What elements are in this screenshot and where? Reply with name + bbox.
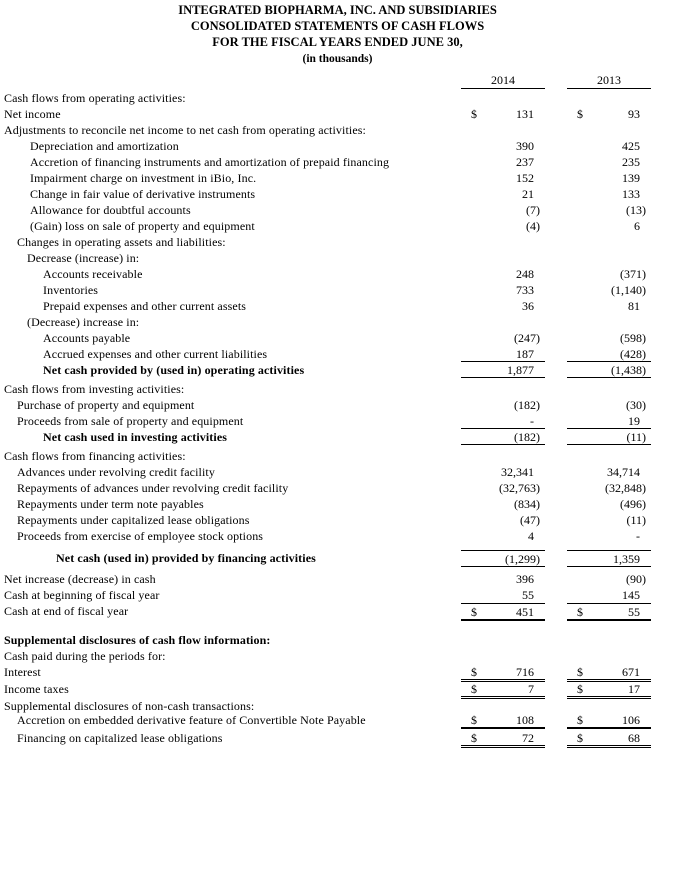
row-label: Accounts payable xyxy=(43,331,131,345)
value-2014 xyxy=(461,298,545,313)
column-header-2014: 2014 xyxy=(461,73,545,89)
value-2014 xyxy=(461,587,545,602)
value-2014 xyxy=(461,712,545,729)
amount: 55 xyxy=(628,605,640,619)
table-row xyxy=(0,448,675,464)
value-2013 xyxy=(567,362,651,378)
amount: 106 xyxy=(622,713,640,727)
amount: (7) xyxy=(526,203,540,217)
amount: 152 xyxy=(516,171,534,185)
row-label: Net cash (used in) provided by financing activities xyxy=(56,551,316,565)
amount: (47) xyxy=(520,513,540,527)
row-label: Financing on capitalized lease obligations xyxy=(17,731,223,745)
amount: 390 xyxy=(516,139,534,153)
amount: 248 xyxy=(516,267,534,281)
table-row xyxy=(0,282,675,298)
row-label: Supplemental disclosures of cash flow information: xyxy=(4,633,271,647)
value-2014 xyxy=(461,397,545,412)
value-2013 xyxy=(567,664,651,682)
value-2014 xyxy=(461,218,545,233)
value-2014 xyxy=(461,681,545,699)
amount: 36 xyxy=(522,299,534,313)
table-row xyxy=(0,730,675,746)
value-2013 xyxy=(567,138,651,153)
value-2013 xyxy=(567,512,651,527)
dollar-sign: $ xyxy=(471,682,477,696)
row-label: Income taxes xyxy=(4,682,69,696)
value-2014 xyxy=(461,464,545,479)
amount: 17 xyxy=(628,682,640,696)
amount: 131 xyxy=(516,107,534,121)
row-label: Repayments of advances under revolving credit facility xyxy=(17,481,289,495)
row-label: Inventories xyxy=(43,283,99,297)
table-row xyxy=(0,587,675,603)
amount: 93 xyxy=(628,107,640,121)
amount: (182) xyxy=(514,398,540,412)
table-row xyxy=(0,298,675,314)
amount: - xyxy=(636,529,640,543)
row-label: Repayments under term note payables xyxy=(17,497,204,511)
amount: 1,877 xyxy=(507,363,534,377)
table-row xyxy=(0,464,675,480)
units-note: (in thousands) xyxy=(302,53,373,65)
value-2013 xyxy=(567,170,651,185)
row-label: Proceeds from sale of property and equipment xyxy=(17,414,244,428)
value-2014 xyxy=(461,571,545,586)
amount: (598) xyxy=(620,331,646,345)
amount: 733 xyxy=(516,283,534,297)
amount: 187 xyxy=(516,347,534,361)
amount: 671 xyxy=(622,665,640,679)
amount: 716 xyxy=(516,665,534,679)
value-2013 xyxy=(567,571,651,586)
table-row xyxy=(0,346,675,362)
table-row xyxy=(0,712,675,728)
value-2013 xyxy=(567,712,651,729)
row-label: Cash at end of fiscal year xyxy=(4,604,129,618)
value-2014 xyxy=(461,429,545,445)
table-row xyxy=(0,664,675,680)
value-2014 xyxy=(461,362,545,378)
value-2014 xyxy=(461,186,545,201)
row-label: Net increase (decrease) in cash xyxy=(4,572,156,586)
table-row xyxy=(0,250,675,266)
table-row xyxy=(0,603,675,619)
value-2014 xyxy=(461,154,545,169)
value-2014 xyxy=(461,603,545,621)
dollar-sign: $ xyxy=(577,731,583,745)
amount: (834) xyxy=(514,497,540,511)
row-label: Advances under revolving credit facility xyxy=(17,465,215,479)
row-label: Cash flows from operating activities: xyxy=(4,91,186,105)
table-row xyxy=(0,512,675,528)
row-label: Interest xyxy=(4,665,41,679)
table-row xyxy=(0,186,675,202)
dollar-sign: $ xyxy=(577,665,583,679)
value-2013 xyxy=(567,464,651,479)
statement-title: CONSOLIDATED STATEMENTS OF CASH FLOWS xyxy=(190,19,485,33)
table-row xyxy=(0,170,675,186)
amount: 55 xyxy=(522,588,534,602)
row-label: Accretion on embedded derivative feature of Convertible Note Payable xyxy=(17,713,366,727)
amount: 425 xyxy=(622,139,640,153)
amount: 81 xyxy=(628,299,640,313)
amount: 72 xyxy=(522,731,534,745)
amount: 34,714 xyxy=(607,465,640,479)
value-2013 xyxy=(567,603,651,621)
row-label: Cash paid during the periods for: xyxy=(4,649,166,663)
amount: (247) xyxy=(514,331,540,345)
table-row xyxy=(0,234,675,250)
table-row xyxy=(0,106,675,122)
table-row xyxy=(0,681,675,697)
dollar-sign: $ xyxy=(471,731,477,745)
dollar-sign: $ xyxy=(471,665,477,679)
dollar-sign: $ xyxy=(471,605,477,619)
row-label: Cash at beginning of fiscal year xyxy=(4,588,160,602)
row-label: Repayments under capitalized lease obligations xyxy=(17,513,250,527)
amount: 237 xyxy=(516,155,534,169)
amount: 6 xyxy=(634,219,640,233)
table-row xyxy=(0,362,675,378)
table-row xyxy=(0,571,675,587)
table-row xyxy=(0,480,675,496)
amount: (1,299) xyxy=(505,552,540,566)
table-row xyxy=(0,429,675,445)
dollar-sign: $ xyxy=(471,713,477,727)
amount: (1,438) xyxy=(611,363,646,377)
amount: (32,848) xyxy=(605,481,646,495)
amount: 1,359 xyxy=(613,552,640,566)
value-2014 xyxy=(461,496,545,511)
value-2013 xyxy=(567,550,651,567)
period-title: FOR THE FISCAL YEARS ENDED JUNE 30, xyxy=(212,35,463,49)
row-label: Prepaid expenses and other current assets xyxy=(43,299,247,313)
dollar-sign: $ xyxy=(577,713,583,727)
amount: 396 xyxy=(516,572,534,586)
value-2013 xyxy=(567,218,651,233)
value-2014 xyxy=(461,413,545,429)
row-label: Cash flows from investing activities: xyxy=(4,382,185,396)
value-2014 xyxy=(461,106,545,121)
value-2013 xyxy=(567,413,651,429)
value-2013 xyxy=(567,106,651,121)
table-row xyxy=(0,550,675,566)
amount: 139 xyxy=(622,171,640,185)
table-row xyxy=(0,632,675,648)
amount: 21 xyxy=(522,187,534,201)
row-label: Net cash provided by (used in) operating activities xyxy=(43,363,305,377)
row-label: Decrease (increase) in: xyxy=(27,251,140,265)
value-2014 xyxy=(461,346,545,362)
value-2014 xyxy=(461,170,545,185)
amount: (90) xyxy=(626,572,646,586)
value-2014 xyxy=(461,266,545,281)
dollar-sign: $ xyxy=(577,682,583,696)
row-label: Purchase of property and equipment xyxy=(17,398,195,412)
amount: - xyxy=(530,414,534,428)
amount: 7 xyxy=(528,682,534,696)
amount: 68 xyxy=(628,731,640,745)
amount: (371) xyxy=(620,267,646,281)
row-label: Accounts receivable xyxy=(43,267,143,281)
amount: (182) xyxy=(514,430,540,444)
value-2014 xyxy=(461,730,545,748)
row-label: Cash flows from financing activities: xyxy=(4,449,186,463)
value-2014 xyxy=(461,138,545,153)
row-label: Changes in operating assets and liabilities: xyxy=(17,235,226,249)
amount: (30) xyxy=(626,398,646,412)
value-2014 xyxy=(461,202,545,217)
dollar-sign: $ xyxy=(577,107,583,121)
amount: 32,341 xyxy=(501,465,534,479)
value-2014 xyxy=(461,664,545,682)
amount: (13) xyxy=(626,203,646,217)
row-label: Accretion of financing instruments and amortization of prepaid financing xyxy=(30,155,390,169)
table-row xyxy=(0,138,675,154)
row-label: Depreciation and amortization xyxy=(30,139,179,153)
table-row xyxy=(0,397,675,413)
row-label: Supplemental disclosures of non-cash transactions: xyxy=(4,699,255,713)
amount: (11) xyxy=(626,430,646,444)
value-2013 xyxy=(567,496,651,511)
table-row xyxy=(0,202,675,218)
value-2013 xyxy=(567,528,651,543)
amount: (11) xyxy=(626,513,646,527)
table-row xyxy=(0,90,675,106)
amount: 133 xyxy=(622,187,640,201)
value-2013 xyxy=(567,298,651,313)
amount: (428) xyxy=(620,347,646,361)
value-2013 xyxy=(567,587,651,602)
company-title: INTEGRATED BIOPHARMA, INC. AND SUBSIDIARIES xyxy=(178,3,497,17)
value-2013 xyxy=(567,480,651,495)
table-row xyxy=(0,381,675,397)
value-2013 xyxy=(567,266,651,281)
row-label: (Decrease) increase in: xyxy=(27,315,140,329)
value-2013 xyxy=(567,202,651,217)
value-2013 xyxy=(567,282,651,297)
row-label: Impairment charge on investment in iBio, Inc. xyxy=(30,171,257,185)
dollar-sign: $ xyxy=(577,605,583,619)
value-2014 xyxy=(461,480,545,495)
value-2013 xyxy=(567,429,651,445)
row-label: Change in fair value of derivative instruments xyxy=(30,187,256,201)
value-2014 xyxy=(461,528,545,543)
row-label: Adjustments to reconcile net income to net cash from operating activities: xyxy=(4,123,366,137)
table-row xyxy=(0,330,675,346)
value-2013 xyxy=(567,154,651,169)
table-row xyxy=(0,154,675,170)
amount: (32,763) xyxy=(499,481,540,495)
value-2014 xyxy=(461,330,545,345)
table-row xyxy=(0,496,675,512)
amount: (1,140) xyxy=(611,283,646,297)
value-2014 xyxy=(461,550,545,567)
amount: 19 xyxy=(628,414,640,428)
row-label: Proceeds from exercise of employee stock options xyxy=(17,529,264,543)
row-label: Net cash used in investing activities xyxy=(43,430,228,444)
value-2014 xyxy=(461,512,545,527)
amount: 235 xyxy=(622,155,640,169)
table-row xyxy=(0,528,675,544)
value-2013 xyxy=(567,730,651,748)
value-2013 xyxy=(567,397,651,412)
table-row xyxy=(0,648,675,664)
table-row xyxy=(0,413,675,429)
value-2013 xyxy=(567,186,651,201)
value-2014 xyxy=(461,282,545,297)
row-label: Net income xyxy=(4,107,61,121)
amount: 108 xyxy=(516,713,534,727)
amount: (4) xyxy=(526,219,540,233)
value-2013 xyxy=(567,346,651,362)
dollar-sign: $ xyxy=(471,107,477,121)
column-header-2013: 2013 xyxy=(567,73,651,89)
table-row xyxy=(0,314,675,330)
row-label: (Gain) loss on sale of property and equipment xyxy=(30,219,255,233)
table-row xyxy=(0,122,675,138)
row-label: Allowance for doubtful accounts xyxy=(30,203,191,217)
amount: 4 xyxy=(528,529,534,543)
table-row xyxy=(0,266,675,282)
table-row xyxy=(0,218,675,234)
amount: (496) xyxy=(620,497,646,511)
value-2013 xyxy=(567,681,651,699)
value-2013 xyxy=(567,330,651,345)
amount: 451 xyxy=(516,605,534,619)
amount: 145 xyxy=(622,588,640,602)
row-label: Accrued expenses and other current liabilities xyxy=(43,347,268,361)
